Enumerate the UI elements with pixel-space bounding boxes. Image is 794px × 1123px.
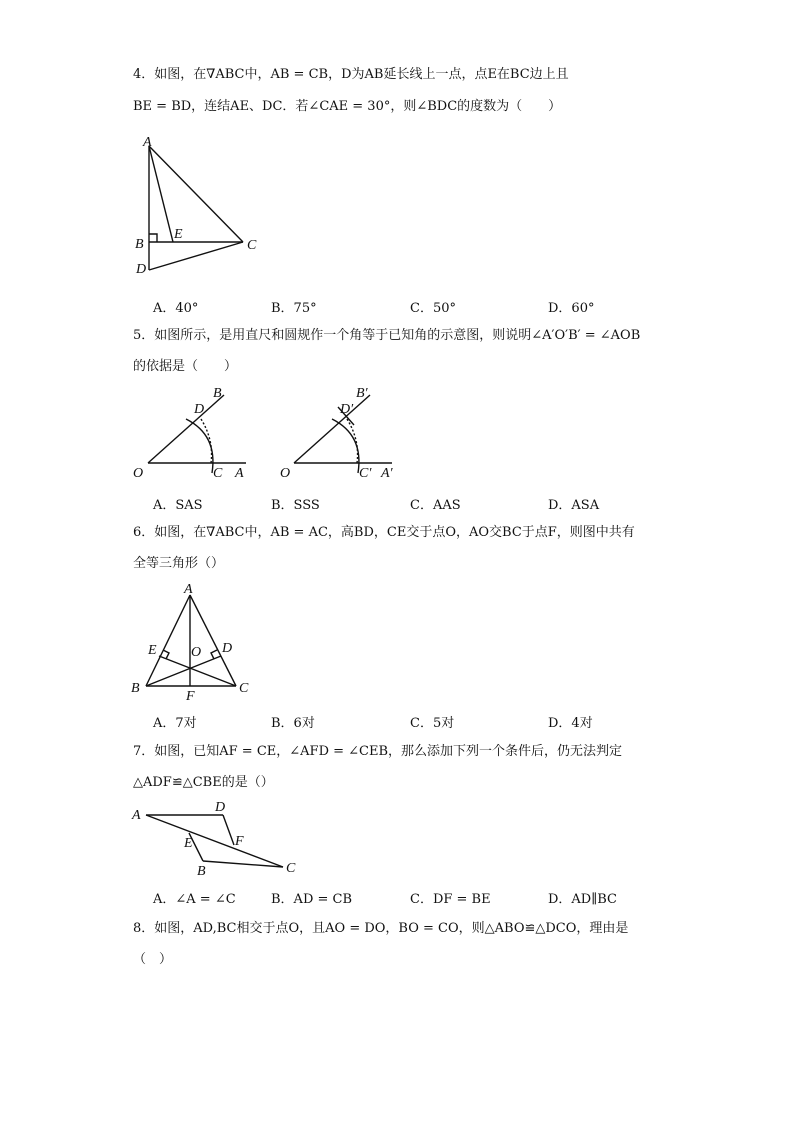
q6-label-d: D — [222, 641, 233, 656]
q6-option-b[interactable]: B．6对 — [271, 716, 315, 731]
q6-label-a: A — [184, 582, 193, 597]
q4-stem-line1: 4．如图，在∇ABC中，AB = CB，D为AB延长线上一点，点E在BC边上且 — [133, 67, 569, 82]
q7-label-a: A — [132, 808, 141, 823]
q7-option-c[interactable]: C．DF = BE — [410, 892, 491, 907]
q5-option-d[interactable]: D．ASA — [548, 498, 600, 513]
q5-figure-constructed — [274, 385, 409, 485]
q7-option-b[interactable]: B．AD = CB — [271, 892, 353, 907]
q6-label-e: E — [148, 643, 157, 658]
q8-stem-line2: （ ） — [133, 952, 173, 967]
q7-stem-line2: △ADF≌△CBE的是（） — [133, 775, 274, 790]
q4-label-b: B — [135, 237, 144, 252]
q5-figure-original — [128, 385, 258, 485]
q7-label-e: E — [184, 836, 193, 851]
q7-label-b: B — [197, 864, 206, 879]
q7-stem-line1: 7．如图，已知AF = CE，∠AFD = ∠CEB，那么添加下列一个条件后，仍无法判定 — [133, 744, 623, 759]
q4-option-c[interactable]: C．50° — [410, 301, 456, 316]
q6-option-d[interactable]: D．4对 — [548, 716, 593, 731]
q6-label-o: O — [191, 645, 202, 660]
q6-option-c[interactable]: C．5对 — [410, 716, 455, 731]
q6-stem-line1: 6．如图，在∇ABC中，AB = AC，高BD，CE交于点O，AO交BC于点F，则图中共有 — [133, 525, 635, 540]
q6-label-c: C — [239, 681, 249, 696]
q4-stem-line2: BE = BD，连结AE、DC．若∠CAE = 30°，则∠BDC的度数为（ ） — [133, 99, 562, 114]
q5-fig1-label-b: B — [213, 386, 222, 401]
q5-fig2-label-a: A′ — [381, 466, 393, 481]
q5-fig1-label-d: D — [194, 402, 205, 417]
q5-stem-line2: 的依据是（ ） — [133, 359, 238, 374]
q4-option-b[interactable]: B．75° — [271, 301, 317, 316]
q4-label-c: C — [247, 238, 257, 253]
q5-fig1-label-o: O — [133, 466, 144, 481]
q5-fig2-label-b: B′ — [356, 386, 368, 401]
q5-stem-line1: 5．如图所示，是用直尺和圆规作一个角等于已知角的示意图，则说明∠A′O′B′ = ∠AOB — [133, 328, 641, 343]
q4-figure — [128, 130, 268, 278]
q7-label-c: C — [286, 861, 296, 876]
q5-fig2-label-o: O — [280, 466, 291, 481]
q4-label-d: D — [136, 262, 147, 277]
q6-label-f: F — [186, 689, 195, 704]
q5-option-a[interactable]: A．SAS — [153, 498, 203, 513]
q4-option-a[interactable]: A．40° — [153, 301, 199, 316]
q7-label-f: F — [235, 834, 244, 849]
q4-label-e: E — [174, 227, 183, 242]
q6-label-b: B — [131, 681, 140, 696]
q7-label-d: D — [215, 800, 226, 815]
q7-option-a[interactable]: A．∠A = ∠C — [153, 892, 236, 907]
q5-option-c[interactable]: C．AAS — [410, 498, 461, 513]
q5-fig2-label-c: C′ — [359, 466, 372, 481]
q6-option-a[interactable]: A．7对 — [153, 716, 197, 731]
q6-figure — [128, 580, 258, 705]
q5-fig1-label-a: A — [235, 466, 244, 481]
q7-figure — [128, 797, 308, 882]
q5-fig1-label-c: C — [213, 466, 223, 481]
q4-label-a: A — [143, 135, 152, 150]
q6-stem-line2: 全等三角形（） — [133, 556, 225, 571]
q7-option-d[interactable]: D．AD∥BC — [548, 892, 617, 907]
q4-option-d[interactable]: D．60° — [548, 301, 595, 316]
q5-option-b[interactable]: B．SSS — [271, 498, 320, 513]
q8-stem-line1: 8．如图，AD,BC相交于点O，且AO = DO，BO = CO，则△ABO≌△DCO，理由是 — [133, 921, 629, 936]
q5-fig2-label-d: D′ — [340, 402, 354, 417]
